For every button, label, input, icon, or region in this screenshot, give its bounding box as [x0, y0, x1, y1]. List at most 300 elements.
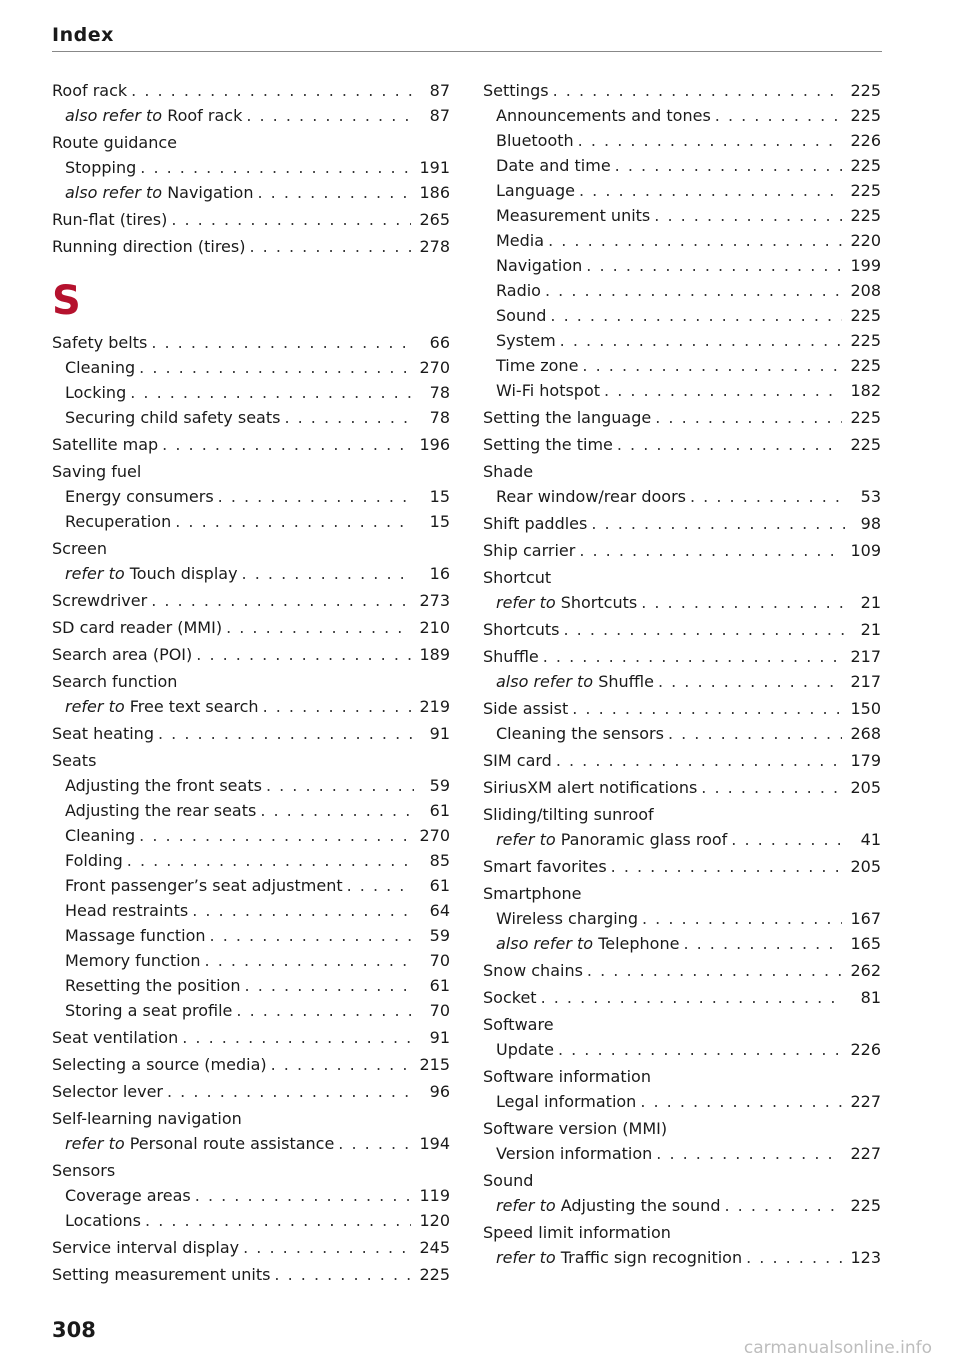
entry-page-number: 225 — [850, 156, 881, 175]
entry-term — [496, 228, 544, 253]
index-entry — [52, 1025, 450, 1050]
index-heading — [52, 536, 450, 561]
cross-reference-prefix: refer to — [65, 1134, 125, 1153]
index-heading — [483, 1168, 881, 1193]
index-entry — [483, 931, 881, 956]
entry-term — [496, 1193, 720, 1218]
entry-term-text: Wireless charging — [496, 909, 638, 928]
entry-page-number: 220 — [850, 231, 881, 250]
index-entry — [52, 1262, 450, 1287]
entry-page-number: 270 — [419, 358, 450, 377]
dot-leader — [582, 353, 842, 378]
entry-term — [483, 405, 651, 430]
dot-leader — [553, 78, 843, 103]
entry-page-number: 78 — [429, 408, 450, 427]
dot-leader — [550, 303, 842, 328]
index-entry — [52, 1235, 450, 1260]
index-heading — [52, 748, 450, 773]
entry-term — [65, 1208, 141, 1233]
entry-term — [496, 128, 574, 153]
entry-page-number: 61 — [429, 801, 450, 820]
entry-term-text: Shuffle — [483, 647, 539, 666]
entry-term — [496, 253, 582, 278]
index-heading — [483, 1220, 881, 1245]
dot-leader — [192, 898, 414, 923]
index-entry — [52, 1052, 450, 1077]
entry-term-text: Panoramic glass roof — [560, 830, 728, 849]
entry-term-text: Recuperation — [65, 512, 172, 531]
dot-leader — [642, 906, 842, 931]
cross-reference-prefix: refer to — [65, 564, 125, 583]
index-entry — [52, 405, 450, 430]
entry-term-text: Running direction (tires) — [52, 237, 246, 256]
index-entry — [52, 234, 450, 259]
dot-leader — [572, 696, 842, 721]
entry-page-number: 219 — [419, 697, 450, 716]
index-entry — [483, 203, 881, 228]
dot-leader — [746, 1245, 842, 1270]
dot-leader — [604, 378, 842, 403]
entry-term-text: Shift paddles — [483, 514, 588, 533]
entry-term — [483, 78, 549, 103]
entry-term — [65, 155, 136, 180]
index-entry — [483, 511, 881, 536]
entry-term — [52, 462, 141, 481]
entry-term — [483, 1171, 533, 1190]
index-entry — [52, 588, 450, 613]
entry-term-text: Search area (POI) — [52, 645, 193, 664]
entry-term-text: Personal route assistance — [129, 1134, 335, 1153]
index-entry — [52, 923, 450, 948]
entry-term-text: Setting measurement units — [52, 1265, 271, 1284]
index-entry — [52, 561, 450, 586]
index-entry — [483, 328, 881, 353]
entry-term — [65, 773, 262, 798]
entry-term — [52, 133, 177, 152]
watermark: carmanualsonline.info — [743, 1338, 932, 1358]
dot-leader — [640, 1089, 842, 1114]
entry-term — [52, 78, 127, 103]
entry-term — [483, 538, 575, 563]
entry-term — [65, 973, 241, 998]
entry-term-text: Self-learning navigation — [52, 1109, 242, 1128]
entry-term — [52, 234, 245, 259]
entry-term-text: Shade — [483, 462, 534, 481]
entry-term-text: Navigation — [496, 256, 583, 275]
entry-page-number: 59 — [429, 926, 450, 945]
entry-term — [496, 303, 546, 328]
entry-page-number: 205 — [850, 857, 881, 876]
dot-leader — [205, 948, 414, 973]
entry-term-text: Seats — [52, 751, 97, 770]
cross-reference-prefix: refer to — [65, 697, 125, 716]
entry-term — [65, 484, 214, 509]
entry-term-text: Screwdriver — [52, 591, 148, 610]
index-entry — [52, 1208, 450, 1233]
dot-leader — [236, 998, 414, 1023]
dot-leader — [218, 484, 414, 509]
dot-leader — [655, 405, 842, 430]
dot-leader — [683, 931, 842, 956]
index-column-left — [52, 76, 450, 1287]
dot-leader — [731, 827, 845, 852]
entry-term-text: Front passenger’s seat adjustment — [65, 876, 343, 895]
entry-page-number: 225 — [850, 331, 881, 350]
dot-leader — [611, 854, 843, 879]
entry-term — [65, 823, 135, 848]
entry-term-text: Folding — [65, 851, 123, 870]
dot-leader — [140, 155, 411, 180]
index-entry — [52, 1183, 450, 1208]
index-entry — [52, 509, 450, 534]
entry-term — [483, 1119, 667, 1138]
entry-term-text: Adjusting the front seats — [65, 776, 262, 795]
entry-page-number: 61 — [429, 976, 450, 995]
index-heading — [483, 881, 881, 906]
entry-term-text: Head restraints — [65, 901, 189, 920]
entry-term — [496, 827, 727, 852]
entry-term-text: SiriusXM alert notifications — [483, 778, 698, 797]
entry-term-text: Setting the language — [483, 408, 652, 427]
index-entry — [483, 353, 881, 378]
dot-leader — [257, 180, 411, 205]
index-entry — [483, 153, 881, 178]
dot-leader — [151, 588, 411, 613]
entry-term-text: Side assist — [483, 699, 569, 718]
index-heading — [483, 565, 881, 590]
entry-page-number: 87 — [429, 106, 450, 125]
dot-leader — [271, 1052, 412, 1077]
dot-leader — [558, 1037, 843, 1062]
dot-leader — [560, 328, 843, 353]
entry-term-text: Radio — [496, 281, 541, 300]
entry-page-number: 59 — [429, 776, 450, 795]
entry-page-number: 165 — [850, 934, 881, 953]
entry-term — [496, 1037, 554, 1062]
index-entry — [483, 228, 881, 253]
entry-term-text: Massage function — [65, 926, 206, 945]
dot-leader — [545, 278, 842, 303]
entry-term-text: Shuffle — [598, 672, 654, 691]
entry-page-number: 182 — [850, 381, 881, 400]
entry-term — [496, 328, 556, 353]
entry-term-text: SIM card — [483, 751, 552, 770]
entry-term-text: Smartphone — [483, 884, 582, 903]
entry-term-text: Software information — [483, 1067, 651, 1086]
entry-term — [52, 1262, 270, 1287]
entry-term-text: Sound — [483, 1171, 534, 1190]
dot-leader — [578, 128, 843, 153]
entry-page-number: 278 — [419, 237, 450, 256]
entry-page-number: 225 — [850, 356, 881, 375]
entry-term — [483, 1015, 554, 1034]
entry-term — [483, 748, 552, 773]
entry-term-text: Wi-Fi hotspot — [496, 381, 601, 400]
entry-term — [52, 588, 147, 613]
entry-term — [52, 330, 147, 355]
entry-page-number: 16 — [429, 564, 450, 583]
dot-leader — [701, 775, 842, 800]
entry-term-text: Roof rack — [52, 81, 128, 100]
entry-term — [65, 1131, 334, 1156]
entry-term — [496, 178, 575, 203]
entry-term-text: Shortcuts — [483, 620, 560, 639]
entry-term — [52, 207, 167, 232]
dot-leader — [615, 153, 843, 178]
cross-reference-prefix: also refer to — [496, 672, 594, 691]
entry-term-text: Date and time — [496, 156, 611, 175]
index-entry — [483, 617, 881, 642]
index-entry — [483, 178, 881, 203]
cross-reference-prefix: refer to — [496, 1248, 556, 1267]
entry-page-number: 226 — [850, 131, 881, 150]
entry-page-number: 262 — [850, 961, 881, 980]
entry-term-text: SD card reader (MMI) — [52, 618, 223, 637]
dot-leader — [338, 1131, 411, 1156]
entry-page-number: 150 — [850, 699, 881, 718]
entry-term-text: Screen — [52, 539, 108, 558]
entry-term-text: Snow chains — [483, 961, 583, 980]
entry-page-number: 225 — [850, 81, 881, 100]
index-entry — [52, 207, 450, 232]
dot-leader — [246, 103, 414, 128]
entry-term — [496, 153, 611, 178]
index-entry — [52, 694, 450, 719]
index-entry — [483, 721, 881, 746]
dot-leader — [274, 1262, 411, 1287]
entry-page-number: 225 — [850, 106, 881, 125]
entry-term-text: Language — [496, 181, 575, 200]
entry-term-text: Software — [483, 1015, 554, 1034]
index-entry — [52, 380, 450, 405]
index-entries-s-right — [483, 78, 881, 1270]
entry-term-text: Time zone — [496, 356, 579, 375]
entry-term — [483, 568, 551, 587]
entry-page-number: 217 — [850, 672, 881, 691]
dot-leader — [658, 669, 843, 694]
entry-term — [52, 1025, 178, 1050]
entry-term-text: Storing a seat profile — [65, 1001, 233, 1020]
index-entries-r — [52, 78, 450, 259]
entry-page-number: 208 — [850, 281, 881, 300]
entry-page-number: 217 — [850, 647, 881, 666]
entry-term-text: Sensors — [52, 1161, 116, 1180]
entry-term — [496, 103, 711, 128]
entry-term — [483, 1067, 651, 1086]
entry-page-number: 196 — [419, 435, 450, 454]
index-entry — [52, 823, 450, 848]
entry-term-text: Media — [496, 231, 545, 250]
index-entry — [483, 669, 881, 694]
entry-page-number: 85 — [429, 851, 450, 870]
entry-page-number: 265 — [419, 210, 450, 229]
entry-term-text: Energy consumers — [65, 487, 214, 506]
entry-term — [52, 751, 96, 770]
entry-term-text: Free text search — [129, 697, 259, 716]
entry-term — [52, 1052, 267, 1077]
entry-page-number: 189 — [419, 645, 450, 664]
entry-page-number: 225 — [850, 1196, 881, 1215]
entry-term — [483, 854, 607, 879]
index-entry — [52, 973, 450, 998]
entry-page-number: 91 — [429, 1028, 450, 1047]
entry-term — [496, 278, 541, 303]
entry-page-number: 91 — [429, 724, 450, 743]
index-entry — [483, 644, 881, 669]
index-entry — [483, 906, 881, 931]
index-heading — [483, 1064, 881, 1089]
dot-leader — [127, 848, 414, 873]
index-heading — [483, 1012, 881, 1037]
dot-leader — [226, 615, 411, 640]
index-entry — [52, 180, 450, 205]
dot-leader — [196, 642, 411, 667]
entry-term-text: Setting the time — [483, 435, 613, 454]
entry-term — [52, 615, 222, 640]
index-entry — [483, 985, 881, 1010]
entry-term-text: Traffic sign recognition — [560, 1248, 743, 1267]
entry-page-number: 226 — [850, 1040, 881, 1059]
entry-term — [65, 355, 135, 380]
index-entry — [483, 775, 881, 800]
entry-term-text: Shortcut — [483, 568, 552, 587]
index-entry — [483, 854, 881, 879]
index-entry — [483, 1193, 881, 1218]
entry-term — [65, 509, 171, 534]
dot-leader — [245, 973, 414, 998]
index-heading — [52, 1158, 450, 1183]
index-entry — [52, 78, 450, 103]
entry-term-text: Rear window/rear doors — [496, 487, 686, 506]
index-heading — [483, 802, 881, 827]
page-number: 308 — [52, 1318, 96, 1342]
section-letter: S — [52, 278, 81, 324]
dot-leader — [579, 538, 842, 563]
index-entries-s-left — [52, 330, 450, 1287]
cross-reference-prefix: refer to — [496, 830, 556, 849]
dot-leader — [242, 561, 414, 586]
entry-page-number: 199 — [850, 256, 881, 275]
entry-term — [65, 948, 201, 973]
index-heading — [52, 1106, 450, 1131]
index-entry — [483, 748, 881, 773]
entry-term-text: Ship carrier — [483, 541, 576, 560]
entry-term — [496, 1089, 636, 1114]
index-entry — [483, 378, 881, 403]
dot-leader — [641, 590, 845, 615]
index-entry — [52, 721, 450, 746]
entry-page-number: 66 — [429, 333, 450, 352]
entry-term — [483, 985, 537, 1010]
entry-term-text: Search function — [52, 672, 178, 691]
entry-term-text: Securing child safety seats — [65, 408, 281, 427]
entry-term — [483, 1223, 671, 1242]
entry-page-number: 21 — [860, 593, 881, 612]
entry-page-number: 70 — [429, 1001, 450, 1020]
entry-page-number: 186 — [419, 183, 450, 202]
dot-leader — [548, 228, 842, 253]
entry-term-text: Adjusting the sound — [560, 1196, 721, 1215]
entry-term-text: Locking — [65, 383, 127, 402]
entry-page-number: 227 — [850, 1092, 881, 1111]
entry-page-number: 268 — [850, 724, 881, 743]
cross-reference-prefix: also refer to — [65, 106, 163, 125]
cross-reference-prefix: refer to — [496, 1196, 556, 1215]
entry-term-text: Measurement units — [496, 206, 651, 225]
index-entry — [483, 958, 881, 983]
entry-page-number: 191 — [419, 158, 450, 177]
dot-leader — [249, 234, 411, 259]
dot-leader — [543, 644, 843, 669]
dot-leader — [158, 721, 414, 746]
entry-term — [52, 672, 177, 691]
dot-leader — [171, 207, 411, 232]
dot-leader — [586, 253, 842, 278]
entry-term — [496, 931, 679, 956]
index-column-right — [483, 76, 881, 1270]
entry-page-number: 215 — [419, 1055, 450, 1074]
index-entry — [483, 78, 881, 103]
entry-term — [496, 669, 654, 694]
entry-term — [65, 848, 123, 873]
dot-leader — [151, 330, 414, 355]
entry-term — [483, 958, 583, 983]
entry-page-number: 194 — [419, 1134, 450, 1153]
entry-page-number: 15 — [429, 512, 450, 531]
dot-leader — [715, 103, 843, 128]
dot-leader — [162, 432, 411, 457]
dot-leader — [195, 1183, 412, 1208]
entry-term — [496, 1245, 742, 1270]
index-entry — [483, 1037, 881, 1062]
entry-term — [65, 1183, 191, 1208]
entry-term — [496, 721, 664, 746]
dot-leader — [654, 203, 842, 228]
index-entry — [483, 1141, 881, 1166]
index-entry — [52, 155, 450, 180]
index-entry — [483, 1089, 881, 1114]
entry-term-text: System — [496, 331, 556, 350]
entry-page-number: 225 — [419, 1265, 450, 1284]
index-entry — [52, 773, 450, 798]
entry-page-number: 41 — [860, 830, 881, 849]
index-entry — [52, 432, 450, 457]
entry-term-text: Resetting the position — [65, 976, 241, 995]
entry-page-number: 15 — [429, 487, 450, 506]
index-entry — [52, 848, 450, 873]
index-entry — [483, 253, 881, 278]
entry-term-text: Memory function — [65, 951, 201, 970]
dot-leader — [182, 1025, 414, 1050]
entry-term-text: Settings — [483, 81, 549, 100]
header-rule — [52, 51, 882, 52]
dot-leader — [210, 923, 414, 948]
entry-term — [52, 1079, 163, 1104]
entry-page-number: 225 — [850, 306, 881, 325]
entry-page-number: 81 — [860, 988, 881, 1007]
entry-term-text: Legal information — [496, 1092, 637, 1111]
entry-term — [483, 775, 697, 800]
index-entry — [483, 696, 881, 721]
dot-leader — [139, 823, 411, 848]
entry-term — [65, 873, 343, 898]
dot-leader — [243, 1235, 411, 1260]
dot-leader — [263, 694, 412, 719]
entry-page-number: 123 — [850, 1248, 881, 1267]
entry-term-text: Selector lever — [52, 1082, 163, 1101]
dot-leader — [690, 484, 845, 509]
index-entry — [52, 898, 450, 923]
